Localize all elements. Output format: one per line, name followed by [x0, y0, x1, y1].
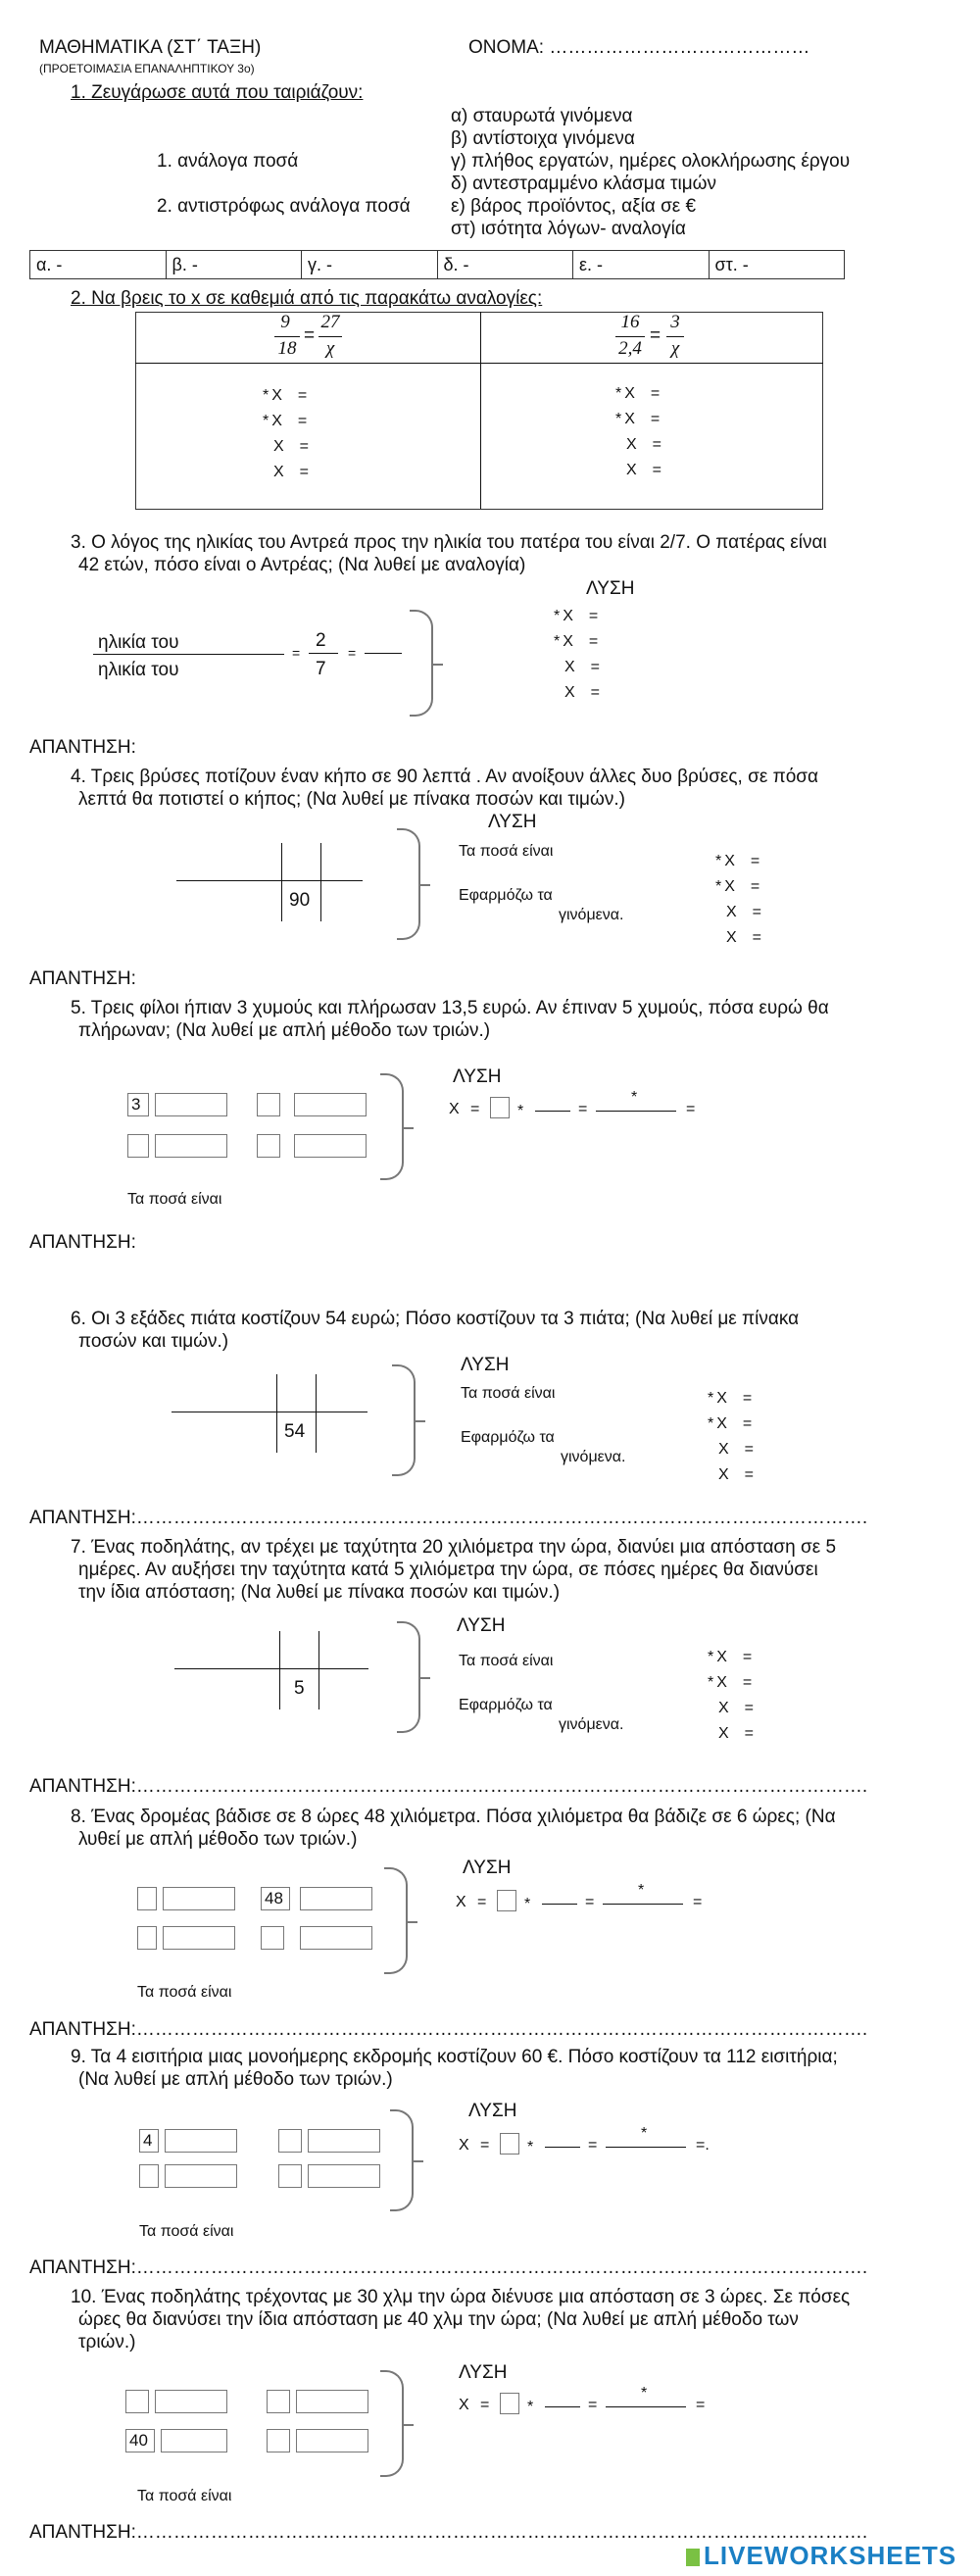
x-equation-row[interactable] — [708, 1725, 754, 1743]
input-box[interactable] — [137, 1926, 157, 1950]
x-variable: X — [716, 1390, 727, 1407]
input-box[interactable] — [125, 2390, 149, 2413]
x-equation-row[interactable] — [708, 1441, 754, 1459]
equals-sign: = — [480, 2397, 490, 2413]
q5-text: πλήρωναν; (Να λυθεί με απλή μέθοδο των τριών.) — [78, 1020, 491, 1041]
logo-icon — [686, 2549, 700, 2566]
multiply-star: * — [708, 1649, 714, 1665]
frac-denominator: χ — [325, 338, 335, 359]
x-variable: X — [563, 608, 573, 624]
x-variable: X — [718, 1466, 729, 1483]
input-box[interactable] — [127, 1093, 149, 1116]
fraction-line — [606, 2147, 686, 2148]
q2-title: 2. Να βρεις το x σε καθεμιά από τις παρακάτω αναλογίες: — [71, 288, 543, 309]
x-equation-row[interactable] — [708, 1415, 752, 1433]
equals-sign: = — [742, 1390, 753, 1407]
amounts-label: Τα ποσά είναι — [137, 2488, 232, 2504]
x-equation-row[interactable] — [715, 853, 760, 870]
x-equation-row[interactable] — [554, 684, 600, 702]
equals-sign: = — [650, 385, 661, 402]
input-box[interactable] — [294, 1134, 367, 1158]
input-box[interactable] — [308, 2129, 380, 2153]
multiply-star: * — [527, 2139, 534, 2155]
x-equation-row[interactable] — [708, 1674, 752, 1692]
equals-sign: = — [348, 645, 357, 661]
input-box[interactable] — [500, 2133, 519, 2155]
answer-line[interactable]: ΑΠΑΝΤΗΣΗ:………………………………………………………………………………………………………. — [29, 2522, 868, 2543]
q10-text: 10. Ένας ποδηλάτης τρέχοντας με 30 χλμ την ώρα διένυσε μια απόσταση σε 3 ώρες. Σε πόσες — [71, 2287, 851, 2307]
frac-numerator: 2 — [316, 630, 326, 651]
x-equation-row[interactable] — [554, 659, 600, 676]
solution-label: ΛΥΣΗ — [488, 812, 537, 832]
x-variable: X — [718, 1441, 729, 1458]
worksheet-subtitle: (ΠΡΟΕΤΟΙΜΑΣΙΑ ΕΠΑΝΑΛΗΠΤΙΚΟΥ 3ο) — [39, 62, 255, 75]
x-equation-row[interactable] — [615, 385, 660, 403]
equals-sign: = — [304, 325, 316, 346]
multiply-star: * — [615, 385, 622, 402]
input-box[interactable] — [257, 1093, 280, 1116]
input-box[interactable] — [127, 1134, 149, 1158]
x-variable: X — [724, 878, 735, 895]
solution-label: ΛΥΣΗ — [463, 1858, 512, 1878]
equals-sign: = — [299, 438, 310, 455]
amounts-label: Τα ποσά είναι — [127, 1191, 222, 1208]
x-variable: X — [624, 411, 635, 427]
multiply-star: * — [708, 1390, 714, 1407]
input-box[interactable] — [296, 2429, 368, 2452]
x-equation-row[interactable] — [263, 387, 307, 405]
equals-sign: = — [477, 1894, 487, 1910]
x-equation-row[interactable] — [715, 878, 760, 896]
q8-text: 8. Ένας δρομέας βάδισε σε 8 ώρες 48 χιλιόμετρα. Πόσα χιλιόμετρα θα βάδιζε σε 6 ώρες; (Να — [71, 1807, 836, 1827]
amounts-label: Τα ποσά είναι — [461, 1385, 556, 1402]
solution-label: ΛΥΣΗ — [453, 1066, 502, 1087]
q10-text: ώρες θα διανύσει την ίδια απόσταση με 40 χλμ την ώρα; (Να λυθεί με απλή μέθοδο των — [78, 2309, 799, 2330]
x-variable: X — [273, 438, 284, 455]
frac-numerator: 3 — [670, 312, 680, 332]
input-box[interactable] — [278, 2129, 302, 2153]
equals-sign: = — [297, 387, 308, 404]
input-box[interactable] — [261, 1926, 284, 1950]
x-variable: X — [726, 904, 737, 920]
q2-table — [135, 312, 823, 510]
input-box[interactable] — [139, 2164, 159, 2188]
q1-answer-cell[interactable]: δ. - — [437, 251, 573, 279]
apply-label: γινόμενα. — [559, 907, 624, 923]
equals-sign: = — [742, 1415, 753, 1432]
input-box[interactable] — [165, 2129, 237, 2153]
brand-logo — [686, 2541, 956, 2571]
q9-text: 9. Τα 4 εισιτήρια μιας μονοήμερης εκδρομής κοστίζουν 60 €. Πόσο κοστίζουν τα 112 εισιτήρια; — [71, 2047, 838, 2067]
frac-numerator: 16 — [620, 312, 640, 332]
x-equation-row[interactable] — [715, 929, 761, 947]
multiply-star: * — [715, 853, 722, 869]
equals-sign: = — [744, 1466, 755, 1483]
input-box[interactable] — [267, 2390, 290, 2413]
frac-denominator: 2,4 — [618, 338, 642, 359]
x-variable: X — [271, 413, 282, 429]
multiply-star: * — [715, 878, 722, 895]
amounts-label: Τα ποσά είναι — [459, 843, 554, 860]
q8-text: λυθεί με απλή μέθοδο των τριών.) — [78, 1829, 358, 1850]
q1-option: γ) πλήθος εργατών, ημέρες ολοκλήρωσης έργου — [451, 151, 851, 172]
amounts-label: Τα ποσά είναι — [137, 1984, 232, 2001]
solution-label: ΛΥΣΗ — [461, 1355, 510, 1375]
multiply-star: * — [631, 1089, 638, 1106]
x-equation-row[interactable] — [708, 1390, 752, 1408]
input-box[interactable] — [278, 2164, 302, 2188]
equals-sign: = — [480, 2137, 490, 2154]
x-equation-row[interactable] — [554, 608, 598, 625]
input-box[interactable] — [139, 2129, 159, 2153]
input-box[interactable] — [490, 1097, 510, 1118]
equals-sign: = — [470, 1101, 480, 1117]
input-box[interactable] — [500, 2393, 519, 2414]
brand-text: LIVEWORKSHEETS — [704, 2541, 957, 2570]
q4-text: 4. Τρεις βρύσες ποτίζουν έναν κήπο σε 90 λεπτά . Αν ανοίξουν άλλες δυο βρύσες, σε πόσα — [71, 767, 818, 787]
x-variable: X — [718, 1700, 729, 1716]
equals-sign: = — [744, 1441, 755, 1458]
frac-denominator: 18 — [277, 338, 297, 359]
multiply-star: * — [708, 1674, 714, 1691]
input-box[interactable] — [163, 1887, 235, 1910]
x-equation-row[interactable] — [554, 633, 598, 651]
equals-sign: = — [588, 633, 599, 650]
q1-option: στ) ισότητα λόγων- αναλογία — [451, 219, 686, 239]
x-variable: X — [459, 2397, 469, 2413]
multiply-star: * — [638, 1882, 645, 1899]
x-variable: X — [626, 462, 637, 478]
multiply-star: * — [641, 2125, 648, 2142]
x-variable: X — [716, 1674, 727, 1691]
cell-value: 48 — [265, 1889, 283, 1907]
input-box[interactable] — [300, 1926, 372, 1950]
x-variable: X — [564, 684, 575, 701]
input-box[interactable] — [308, 2164, 380, 2188]
x-equation-row[interactable] — [263, 464, 309, 481]
equals-sign: = — [742, 1649, 753, 1665]
multiply-star: * — [527, 2399, 534, 2415]
equals-sign: = — [588, 2137, 598, 2154]
table-cell-value[interactable]: 90 — [289, 890, 311, 911]
q3-text: 42 ετών, πόσο είναι ο Αντρέας; (Να λυθεί με αναλογία) — [78, 555, 526, 575]
q7-text: την ίδια απόσταση; (Να λυθεί με πίνακα ποσών και τιμών.) — [78, 1582, 561, 1603]
multiply-star: * — [641, 2385, 648, 2402]
answer-line[interactable]: ΑΠΑΝΤΗΣΗ:………………………………………………………………………………………………………. — [29, 1508, 868, 1528]
x-variable: X — [716, 1649, 727, 1665]
input-box[interactable] — [257, 1134, 280, 1158]
x-variable: X — [726, 929, 737, 946]
input-box[interactable] — [155, 1093, 227, 1116]
solution-label: ΛΥΣΗ — [586, 578, 635, 599]
x-variable: X — [449, 1101, 460, 1117]
fraction-line — [542, 1904, 577, 1905]
fraction-line — [545, 2147, 580, 2148]
q7-text: 7. Ένας ποδηλάτης, αν τρέχει με ταχύτητα 20 χιλιόμετρα την ώρα, διανύει μια απόσταση σε 5 — [71, 1537, 837, 1558]
cell-value: 3 — [131, 1095, 141, 1114]
equals-sign: = — [588, 608, 599, 624]
multiply-star: * — [554, 633, 561, 650]
name-field[interactable]: ΟΝΟΜΑ: …………………………………… — [468, 37, 810, 58]
input-box[interactable] — [155, 1134, 227, 1158]
equals-sign: =. — [696, 2137, 710, 2154]
input-box[interactable] — [300, 1887, 372, 1910]
x-variable: X — [564, 659, 575, 675]
q1-answer-cell[interactable]: γ. - — [302, 251, 438, 279]
multiply-star: * — [615, 411, 622, 427]
equals-sign: = — [693, 1894, 703, 1910]
q1-option: δ) αντεστραμμένο κλάσμα τιμών — [451, 173, 717, 194]
equals-sign: = — [742, 1674, 753, 1691]
input-box[interactable] — [125, 2429, 155, 2452]
equals-sign: = — [752, 904, 762, 920]
table-cell-value[interactable]: 54 — [284, 1421, 306, 1442]
input-box[interactable] — [294, 1093, 367, 1116]
fraction-line — [606, 2406, 686, 2407]
q1-term: 1. ανάλογα ποσά — [157, 151, 299, 172]
apply-label: Εφαρμόζω τα — [459, 887, 553, 904]
x-variable: X — [626, 436, 637, 453]
frac-denominator: 7 — [316, 659, 326, 679]
answer-label[interactable]: ΑΠΑΝΤΗΣΗ: — [29, 737, 136, 758]
equals-sign: = — [750, 878, 760, 895]
table-cell-value[interactable]: 5 — [294, 1678, 305, 1699]
equals-sign: = — [590, 659, 601, 675]
equals-sign: = — [299, 464, 310, 480]
q6-text: 6. Οι 3 εξάδες πιάτα κοστίζουν 54 ευρώ; Πόσο κοστίζουν τα 3 πιάτα; (Να λυθεί με πίνακα — [71, 1309, 800, 1329]
equals-sign: = — [650, 325, 662, 346]
cell-value: 4 — [143, 2131, 153, 2150]
q4-text: λεπτά θα ποτιστεί ο κήπος; (Να λυθεί με πίνακα ποσών και τιμών.) — [78, 789, 625, 810]
q3-text: 3. Ο λόγος της ηλικίας του Αντρεά προς την ηλικία του πατέρα του είναι 2/7. Ο πατέρας είναι — [71, 532, 827, 553]
x-equation-row[interactable] — [715, 904, 761, 921]
q1-term: 2. αντιστρόφως ανάλογα ποσά — [157, 196, 411, 217]
solution-label: ΛΥΣΗ — [457, 1615, 506, 1636]
equals-sign: = — [585, 1894, 595, 1910]
apply-label: Εφαρμόζω τα — [459, 1697, 553, 1713]
input-box[interactable] — [267, 2429, 290, 2452]
q1-title: 1. Ζευγάρωσε αυτά που ταιριάζουν: — [71, 82, 364, 103]
equals-sign: = — [652, 436, 662, 453]
equals-sign: = — [652, 462, 662, 478]
frac-denominator: χ — [670, 338, 680, 359]
equals-sign: = — [744, 1700, 755, 1716]
q9-text: (Να λυθεί με απλή μέθοδο των τριών.) — [78, 2069, 393, 2090]
solution-label: ΛΥΣΗ — [468, 2101, 517, 2121]
input-box[interactable] — [296, 2390, 368, 2413]
apply-label: γινόμενα. — [559, 1716, 624, 1733]
input-box[interactable] — [261, 1887, 290, 1910]
input-box[interactable] — [163, 1926, 235, 1950]
solution-label: ΛΥΣΗ — [459, 2362, 508, 2383]
q5-text: 5. Τρεις φίλοι ήπιαν 3 χυμούς και πλήρωσαν 13,5 ευρώ. Αν έπιναν 5 χυμούς, πόσα ευρώ θα — [71, 998, 829, 1018]
x-variable: X — [718, 1725, 729, 1742]
cell-value: 40 — [129, 2431, 148, 2450]
x-equation-row[interactable] — [615, 411, 660, 428]
x-variable: X — [724, 853, 735, 869]
x-equation-row[interactable] — [708, 1700, 754, 1717]
x-variable: X — [716, 1415, 727, 1432]
multiply-star: * — [708, 1415, 714, 1432]
equals-sign: = — [752, 929, 762, 946]
x-equation-row[interactable] — [263, 438, 309, 456]
multiply-star: * — [554, 608, 561, 624]
fraction-line — [545, 2406, 580, 2407]
q1-answer-table — [29, 250, 845, 279]
multiply-star: * — [524, 1896, 531, 1912]
q1-option: β) αντίστοιχα γινόμενα — [451, 128, 635, 149]
frac-numerator: 27 — [320, 312, 340, 332]
x-equation-row[interactable] — [615, 436, 662, 454]
equals-sign: = — [750, 853, 760, 869]
x-variable: X — [459, 2137, 469, 2154]
worksheet-title: ΜΑΘΗΜΑΤΙΚΑ (ΣΤ΄ ΤΑΞΗ) — [39, 37, 262, 58]
input-box[interactable] — [165, 2164, 237, 2188]
input-box[interactable] — [161, 2429, 227, 2452]
q1-option: ε) βάρος προϊόντος, αξία σε € — [451, 196, 697, 217]
input-box[interactable] — [137, 1887, 157, 1910]
equals-sign: = — [650, 411, 661, 427]
q6-text: ποσών και τιμών.) — [78, 1331, 229, 1352]
answer-label[interactable]: ΑΠΑΝΤΗΣΗ: — [29, 1232, 136, 1253]
q10-text: τριών.) — [78, 2332, 136, 2353]
answer-label[interactable]: ΑΠΑΝΤΗΣΗ: — [29, 968, 136, 989]
x-variable: X — [563, 633, 573, 650]
multiply-star: * — [263, 387, 270, 404]
x-variable: X — [456, 1894, 466, 1910]
multiply-star: * — [263, 413, 270, 429]
equals-sign: = — [588, 2397, 598, 2413]
answer-line[interactable]: ΑΠΑΝΤΗΣΗ:………………………………………………………………………………………………………. — [29, 2257, 868, 2278]
amounts-label: Τα ποσά είναι — [139, 2223, 234, 2240]
x-equation-row[interactable] — [263, 413, 307, 430]
q7-text: ημέρες. Αν αυξήσει την ταχύτητα κατά 5 χιλιόμετρα την ώρα, σε πόσες ημέρες θα διανύσει — [78, 1560, 818, 1580]
fraction-line — [596, 1111, 676, 1112]
apply-label: Εφαρμόζω τα — [461, 1429, 555, 1446]
answer-line[interactable]: ΑΠΑΝΤΗΣΗ:………………………………………………………………………………………………………. — [29, 2019, 868, 2040]
x-equation-row[interactable] — [708, 1466, 754, 1484]
x-variable: X — [273, 464, 284, 480]
age-label: ηλικία του — [98, 660, 179, 680]
equals-sign: = — [696, 2397, 706, 2413]
equals-sign: = — [744, 1725, 755, 1742]
equals-sign: = — [292, 645, 301, 661]
q1-answer-cell[interactable]: ε. - — [573, 251, 710, 279]
age-label: ηλικία του — [98, 632, 179, 653]
frac-numerator: 9 — [280, 312, 290, 332]
equals-sign: = — [297, 413, 308, 429]
answer-line[interactable]: ΑΠΑΝΤΗΣΗ:………………………………………………………………………………………………………. — [29, 1776, 868, 1797]
q1-answer-cell[interactable]: β. - — [166, 251, 302, 279]
x-equation-row[interactable] — [615, 462, 662, 479]
apply-label: γινόμενα. — [561, 1449, 626, 1465]
input-box[interactable] — [497, 1890, 516, 1911]
x-variable: X — [624, 385, 635, 402]
x-variable: X — [271, 387, 282, 404]
equals-sign: = — [686, 1101, 696, 1117]
fraction-line — [603, 1904, 683, 1905]
fraction-line — [535, 1111, 570, 1112]
q1-answer-cell[interactable]: στ. - — [709, 251, 845, 279]
q1-option: α) σταυρωτά γινόμενα — [451, 106, 633, 126]
q1-answer-cell[interactable]: α. - — [30, 251, 167, 279]
input-box[interactable] — [155, 2390, 227, 2413]
x-equation-row[interactable] — [708, 1649, 752, 1666]
equals-sign: = — [578, 1101, 588, 1117]
amounts-label: Τα ποσά είναι — [459, 1653, 554, 1669]
equals-sign: = — [590, 684, 601, 701]
multiply-star: * — [517, 1103, 524, 1119]
